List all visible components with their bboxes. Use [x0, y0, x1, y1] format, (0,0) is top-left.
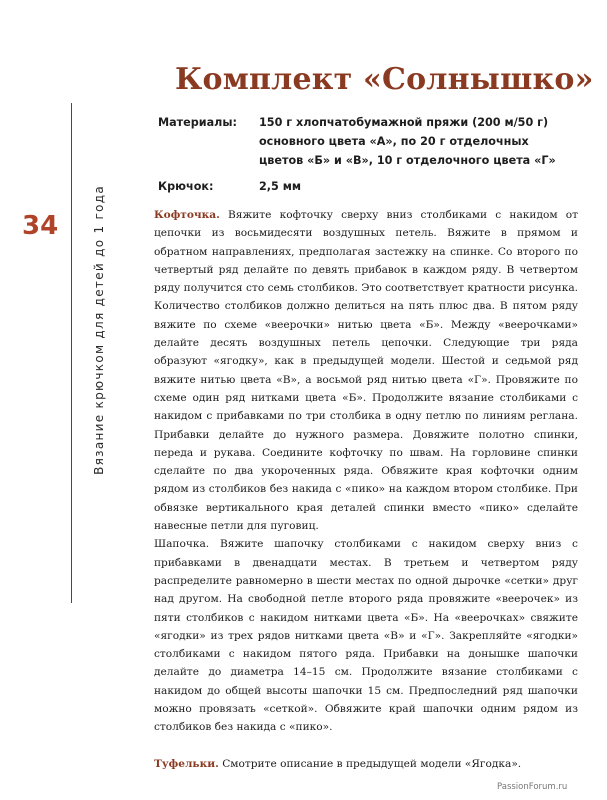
slippers-paragraph	[154, 755, 578, 773]
jacket-paragraph	[154, 206, 578, 535]
hat-paragraph: Шапочка. Вяжите шапочку столбиками с накидом сверху вниз с прибавками в двенадцати местах. В третьем и четвертом ряду распределите равномерно в шести местах по одной дырочке «сетки» друг над другом. На свободной петле второго ряда провяжите «веерочек» из пяти столбиков с накидом нитками цвета «Б». На «веерочках» свяжите «ягодки» из трех рядов нитками цвета «В» и «Г». Закрепляйте «ягодки» столбиками с накидом пятого ряда. Прибавки на донышке шапочки делайте до диаметра 14–15 см. Продолжите вязание столбиками с накидом до общей высоты шапочки 15 см. Предпоследний ряд шапочки можно провязать «сеткой». Обвяжите край шапочки одним рядом из столбиков без накида с «пико».	[154, 538, 578, 734]
running-title-text: Вязание крючком для детей до 1 года	[92, 185, 106, 475]
page-number: 34	[22, 211, 59, 241]
materials-value: 150 г хлопчатобумажной пряжи (200 м/50 г) основного цвета «А», по 20 г отделочных цветов «Б» и «В», 10 г отделочного цвета «Г»	[259, 116, 556, 167]
jacket-text: Вяжите кофточку сверху вниз столбиками с накидом от цепочки из восьмидесяти воздушных петель. Вяжите в прямом и обратном направлениях, предполагая застежку на спинке. Со второго по четвертый ряд делайте по девять прибавок в каждом ряду. В четвертом ряду получится сто семь столбиков. Это соответствует кратности рисунка. Количество столбиков должно делиться на пять плюс два. В пятом ряду вяжите по схеме «веерочки» нитью цвета «Б». Между «веерочками» делайте десять воздушных петель цепочки. Следующие три ряда образуют «ягодку», как в предыдущей модели. Шестой и седьмой ряд вяжите нитью цвета «В», а восьмой ряд нитью цвета «Г». Провяжите по схеме один ряд нитками цвета «Б». Продолжите вязание столбиками с накидом с прибавками по три столбика в одну петлю по линиям реглана. Прибавки делайте до нужного размера. Довяжите полотно спинки, переда и рукава. Соедините кофточку по швам. На горловине спинки сделайте по два укороченных ряда. Обвяжите края кофточки одним рядом из столбиков без накида с «пико» на каждом втором столбике. При обвязке вертикального края деталей спинки вместо «пико» сделайте навесные петли для пуговиц.	[154, 209, 578, 533]
slippers-text: Смотрите описание в предыдущей модели «Ягодка».	[218, 757, 522, 770]
slippers-lead: Туфельки.	[154, 757, 219, 770]
hook-value: 2,5 мм	[259, 180, 302, 193]
jacket-lead: Кофточка.	[154, 209, 220, 221]
side-divider	[71, 103, 72, 603]
instructions-body	[154, 206, 578, 773]
materials-label: Материалы:	[158, 116, 237, 129]
watermark: PassionForum.ru	[497, 782, 568, 792]
hook-label: Крючок:	[158, 180, 214, 193]
page-title: Комплект «Солнышко»	[175, 62, 594, 97]
